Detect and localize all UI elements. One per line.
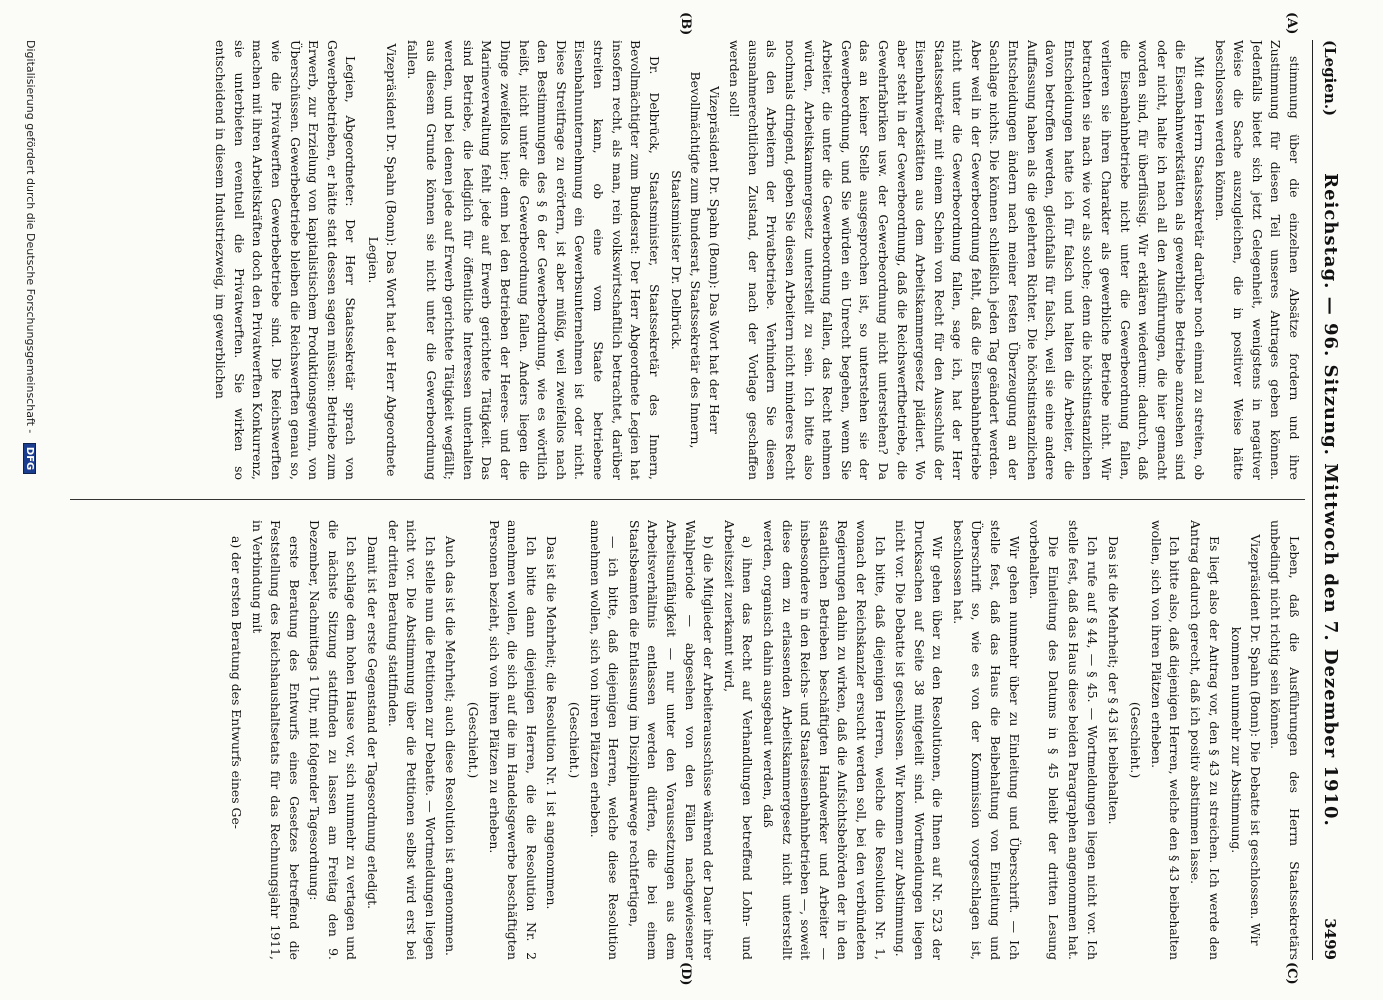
speaker-line: (Geschieht.) xyxy=(567,701,583,779)
speaker-line: Vizepräsident Dr. Spahn (Bonn): Die Debatte ist geschlossen. Wir kommen nunmehr zur Abstimmung. xyxy=(1229,534,1263,946)
margin-marker-c: (C) xyxy=(1284,962,1299,985)
paragraph: Dr. Delbrück, Staatsminister, Staatssekretär des Innern, Bevollmächtigter zum Bundesrat: Der Herr Abgeordnete Legien hat insofern recht, als man, rein volkswirtschaftlich betrachtet, darüber streiten kann, ob eine vom Staate betriebene Eisenbahnunternehmung ein Gewerbsunternehmen ist oder nicht. Diese Streitfrage zu erörtern, ist aber müßig, weil zweifellos nach den Bestimmungen des § 6 der Gewerbeordnung, wie es wörtlich heißt, nicht unter die Gewerbeordnung fallen. Anders liegen die Dinge zweifellos hier; denn bei den Betrieben der Heeres- und der Marineverwaltung fehlt jede auf Erwerb gerichtete Tätigkeit. Das sind Betriebe, die lediglich für öffentliche Interessen unterhalten werden, und bei denen jede auf Erwerb gerichtete Tätigkeit wegfällt; aus diesem Grunde können sie nicht unter die Gewerbeordnung fallen. xyxy=(405,40,662,480)
paragraph: Die Einleitung des Datums in § 45 bleibt der dritten Lesung vorbehalten. xyxy=(1027,520,1061,960)
paragraph: b) die Mitglieder der Arbeiterausschüsse während der Dauer ihrer Wahlperiode — abgesehen von den Fällen nachgewiesener Arbeitsunfähigkeit — nur unter den Voraussetzungen aus dem Arbeitsverhältnis entlassen werden dürfen, die bei einem Staatsbeamten die Entlassung im Disziplinarwege rechtfertigen, xyxy=(626,520,717,960)
paragraph: erste Beratung des Entwurfs eines Gesetzes betreffend die Feststellung des Reichshaushaltsetats für das Rechnungsjahr 1911, in Verbindung mit xyxy=(249,520,302,960)
paragraph: Das ist die Mehrheit; der § 43 ist beibehalten. xyxy=(1105,536,1121,825)
margin-marker-b: (B) xyxy=(678,12,693,36)
paragraph: a) der ersten Beratung des Entwurfs eines Ge- xyxy=(228,536,244,829)
page-number: 3499 xyxy=(1321,918,1339,960)
paragraph: Mit dem Herrn Staatssekretär darüber noch einmal zu streiten, ob die Eisenbahnwerkstätten als gewerbliche Betriebe anzusehen sind oder nicht, halte ich nach all den Ausführungen, die hier gemacht worden sind, für überflüssig. Wir erklären wiederum: dadurch, daß die Eisenbahnbetriebe nicht unter die Gewerbeordnung fallen, verlieren sie ihren Charakter als gewerbliche Betriebe nicht. Wir betrachten sie nach wie vor als solche; denn die höchstinstanzlichen Entscheidungen hatte ich für falsch und halten die Arbeiter, die davon betroffen werden, gleichfalls für falsch, weil sie eine andere Auffassung haben als die gelehrten Richter. Die höchstinstanzlichen Entscheidungen ändern nach meiner festen Überzeugung an der Sachlage nichts. Die können schließlich jeden Tag geändert werden. Aber weil in der Gewerbeordnung fehlt, daß die Eisenbahnbetriebe nicht unter die Gewerbeordnung fallen, sage ich, hat der Herr Staatssekretär mit einem Schein von Recht für den Ausschluß der Eisenbahnwerkstätten aus dem Arbeitskammergesetz plädiert. Wo aber steht in der Gewerbeordnung, daß die Reichswerftbetriebe, die Gewehrfabriken usw. der Gewerbeordnung nicht unterstehen? Da das an keiner Stelle ausgesprochen ist, so unterstehen sie der Gewerbeordnung, und Sie würden ein Unrecht begehen, wenn Sie Arbeiter, die unter die Gewerbeordnung fallen, das Recht nehmen würden, Arbeitskammergesetz unterstellt zu sein. Ich bitte also nochmals dringend, geben Sie diesen Arbeitern nicht minderes Recht als den Arbeitern der Privatbetriebe. Verhindern Sie diesen ausnahmerechtlichen Zustand, der nach der Vorlage geschaffen werden soll! xyxy=(727,40,1208,480)
page-header xyxy=(1312,40,1343,960)
speaker-line: (Geschieht.) xyxy=(1128,701,1144,779)
speaker-line: (Geschieht.) xyxy=(466,701,482,779)
footer-text: Digitalisierung gefördert durch die Deutsche Forschungsgemeinschaft - xyxy=(24,40,37,434)
paragraph: a) ihnen das Recht auf Verhandlungen betreffend Lohn- und Arbeitszeit zuerkannt wird, xyxy=(721,520,756,960)
paragraph: Auch das ist die Mehrheit; auch diese Resolution ist angenommen. xyxy=(443,536,459,956)
column-divider xyxy=(70,499,1305,500)
paragraph: Ich bitte, daß diejenigen Herren, welche die Resolution Nr. 1, wonach der Reichskanzler ersucht werden soll, bei den verbündeten Regierungen dahin zu wirken, daß die Aufsichtsbehörden der in den staatlichen Betrieben beschäftigten Handwerker und Arbeiter — insbesondere in den Reichs- und Staatseisenbahnbetrieben —, soweit diese dem zu erlassenden Arbeitskammergesetz nicht unterstellt werden, organisch dahin ausgebaut werden, daß xyxy=(760,520,888,960)
paragraph: Wir gehen über zu den Resolutionen, die Ihnen auf Nr. 523 der Drucksachen auf Seite 38 mitgeteilt sind. Wortmeldungen liegen nicht vor. Die Debatte ist geschlossen. Wir kommen zur Abstimmung. xyxy=(893,520,946,960)
paragraph: Damit ist der erste Gegenstand der Tagesordnung erledigt. xyxy=(365,536,381,910)
paragraph: stimmung über die einzelnen Absätze fordern und ihre Zustimmung für diesen Teil unseres Antrages geben können. Jedenfalls bietet sich jetzt Gelegenheit, wenigstens in negativer Weise die Sache auszugleichen, die in positiver Weise hätte beschlossen werden können. xyxy=(1212,40,1302,480)
margin-marker-a: (A) xyxy=(1284,12,1299,35)
paragraph: Ich stelle nun die Petitionen zur Debatte. — Wortmeldungen liegen nicht vor. Die Abstimmung über die Petitionen selbst wird erst bei der dritten Beratung stattfinden. xyxy=(385,520,438,960)
paragraph: Das ist die Mehrheit; die Resolution Nr. 1 ist angenommen. xyxy=(544,536,560,910)
dfg-logo: DFG xyxy=(23,443,36,474)
speaker-line: Vizepräsident Dr. Spahn (Bonn): Das Wort hat der Herr Abgeordnete Legien. xyxy=(365,43,400,477)
paragraph: Legien, Abgeordneter: Der Herr Staatssekretär sprach von Gewerbebetrieben, er hätte statt dessen sagen müssen: Betriebe zum Erwerb, zur Erzielung von kapitalistischem Produktionsgewinn, von Überschüssen. Gewerbebetriebe bleiben die Reichswerften genau so, wie die Privatwerften Gewerbebetriebe sind. Die Reichswerften machen mit ihren Arbeitskräften doch den Privatwerften Konkurrenz, sie unterbieten eventuell die Privatwerften. Sie wirken so entscheidend in diesem Industriezweig, im gewerblichen xyxy=(213,40,359,480)
paragraph: Ich bitte dann diejenigen Herren, die die Resolution Nr. 2 annehmen wollen, die sich auf die im Handelsgewerbe beschäftigten Personen bezieht, sich von ihren Plätzen zu erheben. xyxy=(486,520,539,960)
paragraph: — ich bitte, daß diejenigen Herren, welche diese Resolution annehmen wollen, sich von ihren Plätzen erheben. xyxy=(587,520,622,960)
digitization-footer xyxy=(23,40,37,960)
right-column xyxy=(63,520,1303,960)
paragraph: Ich rufe auf § 44, — § 45. — Wortmeldungen liegen nicht vor. Ich stelle fest, daß das Haus diese beiden Paragraphen angenommen hat. xyxy=(1066,520,1101,960)
speaker-line: Vizepräsident Dr. Spahn (Bonn): Das Wort hat der Herr Bevollmächtigte zum Bundesrat, Staatssekretär des Innern, Staatsminister Dr. Delbrück. xyxy=(669,71,722,449)
paragraph: Wir gehen nunmehr über zu Einleitung und Überschrift. — Ich stelle fest, daß das Haus die Beibehaltung von Einleitung und Überschrift so, wie es von der Kommission vorgeschlagen ist, beschlossen hat. xyxy=(950,520,1022,960)
margin-marker-d: (D) xyxy=(678,962,693,986)
paragraph: Ich bitte also, daß diejenigen Herren, welche den § 43 beibehalten wollen, sich von ihren Plätzen erheben. xyxy=(1148,520,1183,960)
paragraph: Ich schlage dem hohen Hause vor, sich nunmehr zu vertagen und die nächste Sitzung stattfinden zu lassen am Freitag den 9. Dezember, Nachmittags 1 Uhr, mit folgender Tagesordnung: xyxy=(307,520,360,960)
paragraph: Es liegt also der Antrag vor, den § 43 zu streichen. Ich werde den Antrag dadurch gerecht, daß ich positiv abstimmen lasse. xyxy=(1188,520,1222,960)
paragraph: Leben, daß die Ausführungen des Herrn Staatssekretärs unbedingt nicht richtig sein können. xyxy=(1268,520,1302,960)
left-column xyxy=(63,40,1303,480)
speaker-header: (Legien.) xyxy=(1321,40,1339,117)
page-title: Reichstag. — 96. Sitzung. Mittwoch den 7. Dezember 1910. xyxy=(1320,173,1341,827)
